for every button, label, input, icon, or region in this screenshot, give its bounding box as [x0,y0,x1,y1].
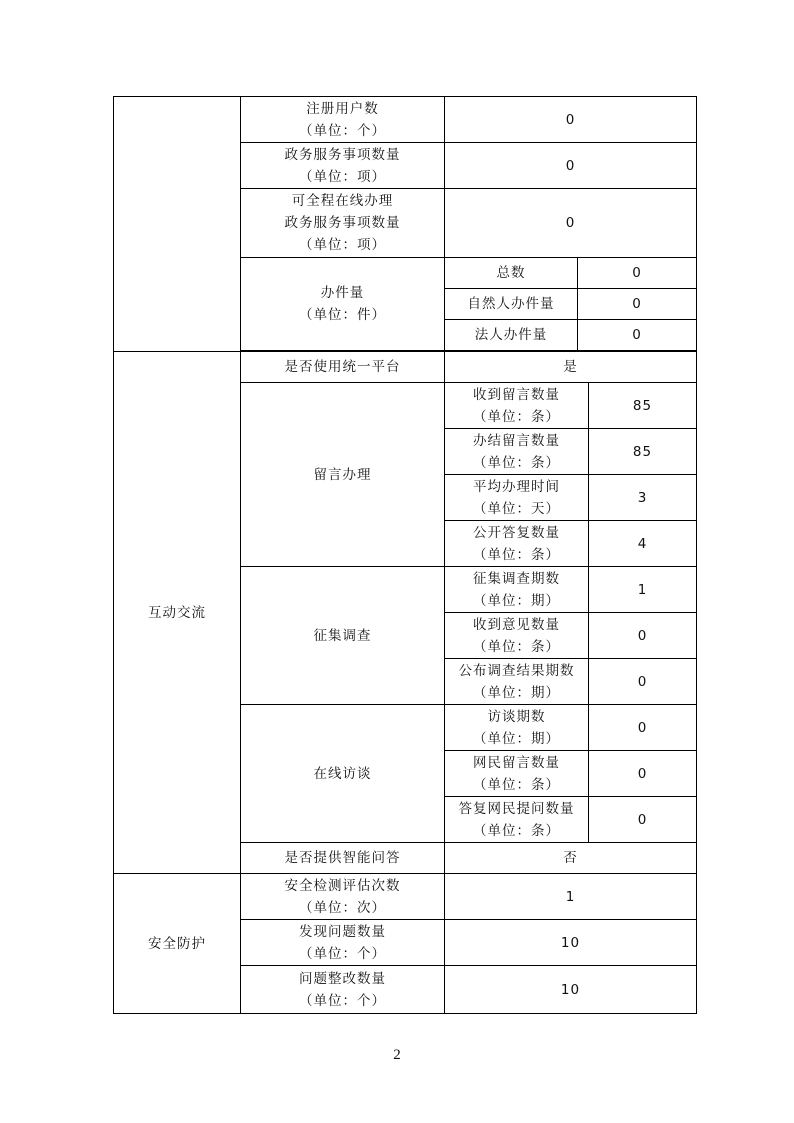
label-cell: 发现问题数量 （单位：个） [241,920,445,966]
value-cell: 0 [445,143,697,189]
sub-label-cell: 答复网民提问数量 （单位：条） [445,797,589,843]
value-cell: 0 [589,751,697,797]
value-cell: 85 [589,429,697,475]
label-cell: 征集调查 [241,567,445,705]
value-cell: 3 [589,475,697,521]
value-cell: 是 [445,352,697,383]
value-cell: 1 [445,874,697,920]
label-cell: 留言办理 [241,383,445,567]
label-cell: 办件量 （单位：件） [241,258,445,351]
value-cell: 1 [589,567,697,613]
sub-label-cell: 法人办件量 [445,320,578,351]
label-cell: 可全程在线办理 政务服务事项数量 （单位：项） [241,189,445,258]
value-cell: 0 [445,97,697,143]
label-cell: 注册用户数 （单位：个） [241,97,445,143]
value-cell: 否 [445,843,697,874]
section-cell-interaction: 互动交流 [114,352,241,874]
value-cell: 10 [445,920,697,966]
sub-label-cell: 总数 [445,258,578,289]
table-row [114,352,697,383]
section-cell-security: 安全防护 [114,874,241,1014]
label-cell: 是否使用统一平台 [241,352,445,383]
sub-label-cell: 收到留言数量 （单位：条） [445,383,589,429]
label-cell: 是否提供智能问答 [241,843,445,874]
value-cell: 0 [578,320,697,351]
sub-label-cell: 自然人办件量 [445,289,578,320]
value-cell: 0 [589,797,697,843]
value-cell: 85 [589,383,697,429]
label-cell: 政务服务事项数量 （单位：项） [241,143,445,189]
label-cell: 安全检测评估次数 （单位：次） [241,874,445,920]
value-cell: 0 [589,705,697,751]
sub-label-cell: 收到意见数量 （单位：条） [445,613,589,659]
value-cell: 0 [445,189,697,258]
statistics-table [113,96,697,1014]
label-cell: 问题整改数量 （单位：个） [241,966,445,1014]
page-number: 2 [393,1047,401,1063]
sub-label-cell: 公布调查结果期数 （单位：期） [445,659,589,705]
value-cell: 0 [578,289,697,320]
sub-label-cell: 征集调查期数 （单位：期） [445,567,589,613]
label-cell: 在线访谈 [241,705,445,843]
value-cell: 10 [445,966,697,1014]
sub-label-cell: 访谈期数 （单位：期） [445,705,589,751]
table-row [114,874,697,920]
value-cell: 0 [578,258,697,289]
table-row [114,97,697,143]
value-cell: 0 [589,659,697,705]
sub-label-cell: 办结留言数量 （单位：条） [445,429,589,475]
sub-label-cell: 平均办理时间 （单位：天） [445,475,589,521]
value-cell: 4 [589,521,697,567]
value-cell: 0 [589,613,697,659]
section-cell-service [114,97,241,352]
sub-label-cell: 网民留言数量 （单位：条） [445,751,589,797]
sub-label-cell: 公开答复数量 （单位：条） [445,521,589,567]
